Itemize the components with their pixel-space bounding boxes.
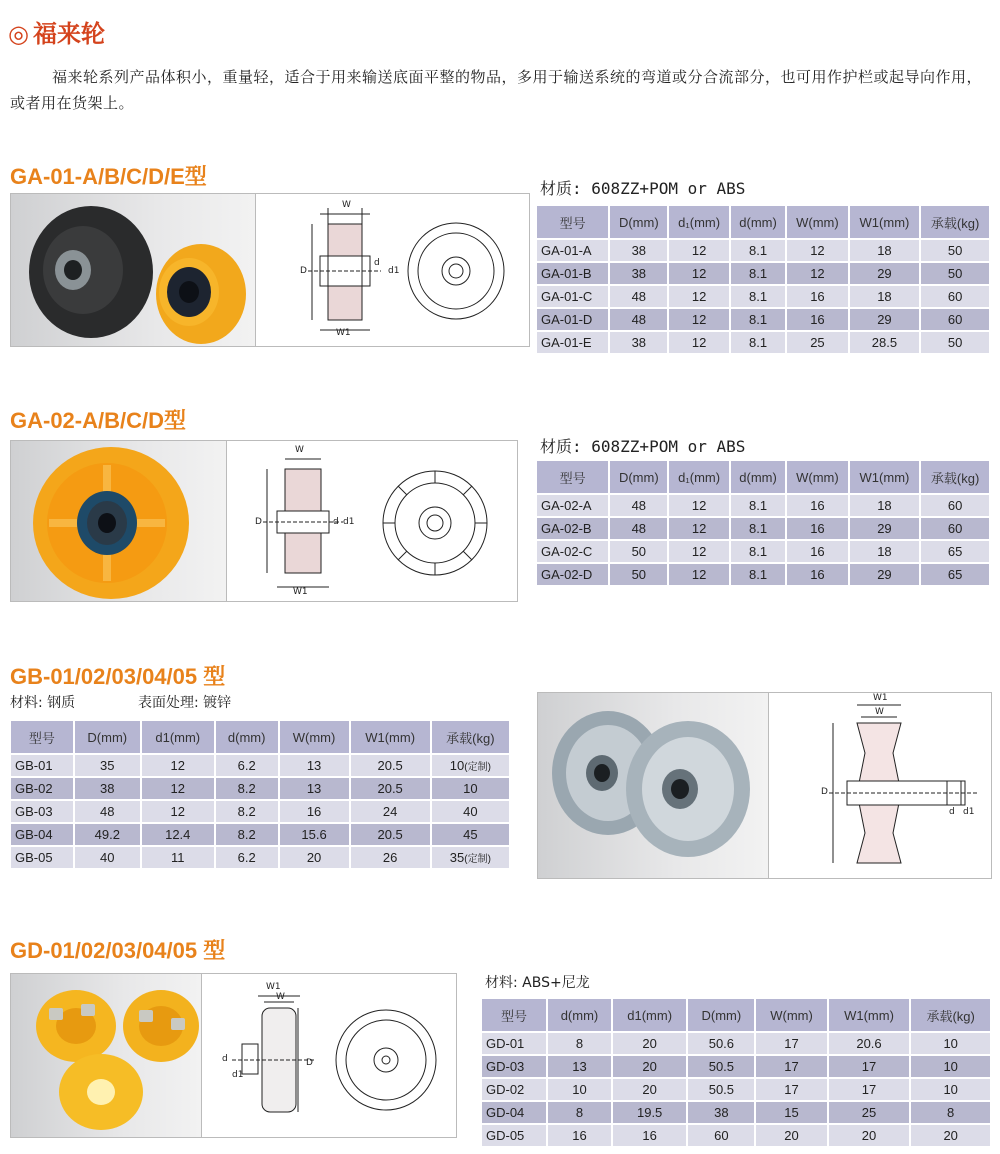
cell: GB-01 <box>11 755 73 776</box>
cell: 29 <box>850 263 920 284</box>
cell: 6.2 <box>216 755 278 776</box>
gb-material: 材料: 钢质 <box>10 695 76 711</box>
cell: GD-01 <box>482 1033 546 1054</box>
cell: 13 <box>280 778 349 799</box>
gd-label-w1: W1 <box>266 982 281 992</box>
cell: 20 <box>613 1056 686 1077</box>
cell: 18 <box>850 240 920 261</box>
cell: 16 <box>787 541 848 562</box>
cell: 38 <box>610 240 667 261</box>
gb-label-w1: W1 <box>873 693 888 703</box>
ga02-wheel-image <box>11 441 226 601</box>
ga01-label-w1: W1 <box>336 328 351 338</box>
col-header: D(mm) <box>688 999 754 1031</box>
cell: 10 <box>911 1079 990 1100</box>
col-header: W(mm) <box>756 999 826 1031</box>
cell: 50 <box>610 541 667 562</box>
cell: GB-03 <box>11 801 73 822</box>
gb-label-d: d <box>949 807 955 817</box>
col-header: W(mm) <box>280 721 349 753</box>
gb-surface: 表面处理: 镀锌 <box>138 695 232 711</box>
col-header: W1(mm) <box>850 206 920 238</box>
load-value: 35 <box>449 850 465 865</box>
cell: 48 <box>610 309 667 330</box>
table-row <box>482 1079 990 1100</box>
gd-technical-drawing <box>202 974 456 1137</box>
cell: 16 <box>787 495 848 516</box>
gd-wheel-image <box>11 974 201 1137</box>
cell: 20 <box>756 1125 826 1146</box>
cell: 8.1 <box>731 495 785 516</box>
cell: 20.5 <box>351 755 430 776</box>
cell: 20 <box>280 847 349 868</box>
cell: 50.5 <box>688 1056 754 1077</box>
table-row <box>11 824 509 845</box>
cell: 18 <box>850 286 920 307</box>
table-row <box>482 1056 990 1077</box>
table-row <box>482 1125 990 1146</box>
circle-mark-icon: ◎ <box>8 20 29 48</box>
cell: 60 <box>921 286 989 307</box>
custom-note: (定制) <box>464 762 491 773</box>
cell: 20.5 <box>351 778 430 799</box>
cell: 12.4 <box>142 824 214 845</box>
cell: 25 <box>787 332 848 353</box>
ga02-material: 材质: 608ZZ+POM or ABS <box>540 437 746 456</box>
gb-label-w: W <box>875 707 884 717</box>
cell: 20 <box>829 1125 910 1146</box>
cell: 12 <box>669 332 729 353</box>
col-header: d(mm) <box>731 461 785 493</box>
cell: 60 <box>688 1125 754 1146</box>
cell: 16 <box>613 1125 686 1146</box>
col-header: W1(mm) <box>351 721 430 753</box>
cell: 49.2 <box>75 824 140 845</box>
cell: 48 <box>610 518 667 539</box>
gb-technical-drawing <box>769 693 991 878</box>
cell: 17 <box>829 1056 910 1077</box>
col-header: W(mm) <box>787 461 848 493</box>
gb-label-d1: d1 <box>963 807 975 817</box>
col-header: 型号 <box>537 206 608 238</box>
cell: 20 <box>613 1079 686 1100</box>
ga01-wheel-image <box>11 194 255 346</box>
cell: 12 <box>669 263 729 284</box>
ga02-label-w1: W1 <box>293 587 308 597</box>
cell: 8 <box>548 1033 611 1054</box>
cell <box>432 755 509 776</box>
cell: 29 <box>850 564 920 585</box>
ga02-spec-table <box>535 459 991 587</box>
cell: 48 <box>610 495 667 516</box>
cell: 12 <box>142 801 214 822</box>
cell: 8.1 <box>731 286 785 307</box>
cell: 16 <box>280 801 349 822</box>
cell: 13 <box>280 755 349 776</box>
cell: GA-01-D <box>537 309 608 330</box>
cell: 20.5 <box>351 824 430 845</box>
cell: 50 <box>921 263 989 284</box>
cell: 38 <box>688 1102 754 1123</box>
cell: 26 <box>351 847 430 868</box>
ga02-photo <box>10 440 227 602</box>
col-header: 型号 <box>537 461 608 493</box>
col-header: W(mm) <box>787 206 848 238</box>
cell: 13 <box>548 1056 611 1077</box>
cell: 20 <box>911 1125 990 1146</box>
col-header: W1(mm) <box>829 999 910 1031</box>
intro-paragraph: 福来轮系列产品体积小，重量轻，适合于用来输送底面平整的物品，多用于输送系统的弯道或分合流部分，也可用作护栏或起导向作用，或者用在货架上。 <box>10 68 983 112</box>
cell: 11 <box>142 847 214 868</box>
table-row <box>537 286 989 307</box>
cell: 38 <box>610 332 667 353</box>
cell: 50.6 <box>688 1033 754 1054</box>
table-row <box>482 1102 990 1123</box>
ga02-label-d1: d1 <box>343 517 355 527</box>
cell: 19.5 <box>613 1102 686 1123</box>
cell: 18 <box>850 495 920 516</box>
gd-title: GD-01/02/03/04/05 型 <box>10 938 226 963</box>
cell: 50 <box>921 240 989 261</box>
ga01-label-D: D <box>300 266 307 276</box>
cell: 60 <box>921 495 989 516</box>
cell: 60 <box>921 518 989 539</box>
gd-material: 材料: ABS+尼龙 <box>485 975 590 991</box>
ga01-label-d1: d1 <box>388 266 400 276</box>
cell: 50 <box>610 564 667 585</box>
col-header: d1(mm) <box>613 999 686 1031</box>
cell: 20.6 <box>829 1033 910 1054</box>
gb-title: GB-01/02/03/04/05 型 <box>10 664 226 689</box>
cell: 16 <box>787 309 848 330</box>
table-row <box>537 541 989 562</box>
cell: 10 <box>432 778 509 799</box>
cell: 65 <box>921 541 989 562</box>
cell: 8.2 <box>216 824 278 845</box>
cell: 8.1 <box>731 240 785 261</box>
cell: 12 <box>669 518 729 539</box>
cell: 40 <box>75 847 140 868</box>
table-row <box>537 263 989 284</box>
page-title-text: 福来轮 <box>32 20 105 48</box>
cell: 8 <box>911 1102 990 1123</box>
cell: 15.6 <box>280 824 349 845</box>
col-header: d(mm) <box>216 721 278 753</box>
col-header: 承载(kg) <box>432 721 509 753</box>
gb-photo <box>537 692 769 879</box>
ga02-title: GA-02-A/B/C/D型 <box>10 408 187 433</box>
cell: 8.2 <box>216 801 278 822</box>
col-header: 承载(kg) <box>911 999 990 1031</box>
cell: GA-02-B <box>537 518 608 539</box>
ga02-label-d: d <box>333 517 339 527</box>
cell: 17 <box>756 1056 826 1077</box>
cell: GA-01-E <box>537 332 608 353</box>
cell <box>432 847 509 868</box>
gb-spec-table <box>9 719 511 870</box>
cell: 10 <box>911 1033 990 1054</box>
ga01-photo <box>10 193 256 347</box>
cell: 12 <box>669 564 729 585</box>
table-row <box>537 240 989 261</box>
cell: 17 <box>756 1079 826 1100</box>
cell: 8.1 <box>731 309 785 330</box>
cell: GD-03 <box>482 1056 546 1077</box>
cell: 48 <box>75 801 140 822</box>
cell: 16 <box>787 564 848 585</box>
gd-label-d1: d1 <box>232 1070 244 1080</box>
cell: 12 <box>787 263 848 284</box>
ga01-spec-table <box>535 204 991 355</box>
cell: 17 <box>829 1079 910 1100</box>
ga01-title: GA-01-A/B/C/D/E型 <box>10 164 207 189</box>
gd-spec-table <box>480 997 992 1148</box>
cell: 16 <box>787 518 848 539</box>
cell: 8.1 <box>731 518 785 539</box>
cell: 12 <box>669 240 729 261</box>
ga02-technical-drawing <box>227 441 517 601</box>
cell: 50.5 <box>688 1079 754 1100</box>
cell: 48 <box>610 286 667 307</box>
col-header: 型号 <box>482 999 546 1031</box>
cell: GA-02-A <box>537 495 608 516</box>
cell: 25 <box>829 1102 910 1123</box>
cell: 38 <box>75 778 140 799</box>
col-header: d₁(mm) <box>669 461 729 493</box>
cell: 12 <box>787 240 848 261</box>
table-row <box>537 332 989 353</box>
table-row <box>537 309 989 330</box>
col-header: d(mm) <box>548 999 611 1031</box>
cell: GD-02 <box>482 1079 546 1100</box>
custom-note: (定制) <box>464 854 491 865</box>
cell: 17 <box>756 1033 826 1054</box>
cell: GA-02-D <box>537 564 608 585</box>
gb-diagram <box>768 692 992 879</box>
table-row <box>537 564 989 585</box>
cell: 35 <box>75 755 140 776</box>
cell: 8.1 <box>731 263 785 284</box>
cell: 45 <box>432 824 509 845</box>
cell: 24 <box>351 801 430 822</box>
ga01-label-w: W <box>342 200 351 210</box>
cell: GB-04 <box>11 824 73 845</box>
gb-wheel-image <box>538 693 768 878</box>
page-title <box>8 14 105 49</box>
ga02-label-w: W <box>295 445 304 455</box>
cell: 18 <box>850 541 920 562</box>
col-header: D(mm) <box>75 721 140 753</box>
cell: 8 <box>548 1102 611 1123</box>
cell: 12 <box>142 755 214 776</box>
cell: GD-04 <box>482 1102 546 1123</box>
table-row <box>11 847 509 868</box>
cell: 12 <box>669 495 729 516</box>
table-row <box>11 778 509 799</box>
gb-label-D: D <box>821 787 828 797</box>
col-header: d(mm) <box>731 206 785 238</box>
col-header: D(mm) <box>610 461 667 493</box>
col-header: d1(mm) <box>142 721 214 753</box>
gd-label-w: W <box>276 992 285 1002</box>
cell: GB-05 <box>11 847 73 868</box>
cell: 40 <box>432 801 509 822</box>
cell: GD-05 <box>482 1125 546 1146</box>
load-value: 10 <box>449 758 465 773</box>
cell: GA-01-A <box>537 240 608 261</box>
cell: 38 <box>610 263 667 284</box>
gd-photo <box>10 973 202 1138</box>
table-row <box>11 801 509 822</box>
col-header: 承载(kg) <box>921 206 989 238</box>
cell: 6.2 <box>216 847 278 868</box>
cell: 8.1 <box>731 332 785 353</box>
ga01-diagram <box>255 193 530 347</box>
cell: 12 <box>142 778 214 799</box>
cell: 10 <box>911 1056 990 1077</box>
cell: 8.2 <box>216 778 278 799</box>
cell: 16 <box>787 286 848 307</box>
cell: 20 <box>613 1033 686 1054</box>
cell: 29 <box>850 309 920 330</box>
table-row <box>11 755 509 776</box>
col-header: W1(mm) <box>850 461 920 493</box>
cell: 65 <box>921 564 989 585</box>
cell: GA-01-C <box>537 286 608 307</box>
cell: 12 <box>669 541 729 562</box>
table-row <box>482 1033 990 1054</box>
cell: 15 <box>756 1102 826 1123</box>
cell: 10 <box>548 1079 611 1100</box>
cell: 8.1 <box>731 541 785 562</box>
col-header: 型号 <box>11 721 73 753</box>
cell: GA-02-C <box>537 541 608 562</box>
col-header: 承载(kg) <box>921 461 989 493</box>
ga01-label-d: d <box>374 258 380 268</box>
cell: 29 <box>850 518 920 539</box>
gd-diagram <box>201 973 457 1138</box>
cell: 12 <box>669 309 729 330</box>
cell: 16 <box>548 1125 611 1146</box>
cell: 8.1 <box>731 564 785 585</box>
gd-label-d: d <box>222 1054 228 1064</box>
ga01-material: 材质: 608ZZ+POM or ABS <box>540 179 746 198</box>
ga02-label-D: D <box>255 517 262 527</box>
col-header: D(mm) <box>610 206 667 238</box>
table-row <box>537 495 989 516</box>
cell: 60 <box>921 309 989 330</box>
cell: 50 <box>921 332 989 353</box>
ga02-diagram <box>226 440 518 602</box>
col-header: d₁(mm) <box>669 206 729 238</box>
gd-label-D: D <box>306 1058 313 1068</box>
cell: 12 <box>669 286 729 307</box>
cell: GA-01-B <box>537 263 608 284</box>
cell: GB-02 <box>11 778 73 799</box>
cell: 28.5 <box>850 332 920 353</box>
table-row <box>537 518 989 539</box>
